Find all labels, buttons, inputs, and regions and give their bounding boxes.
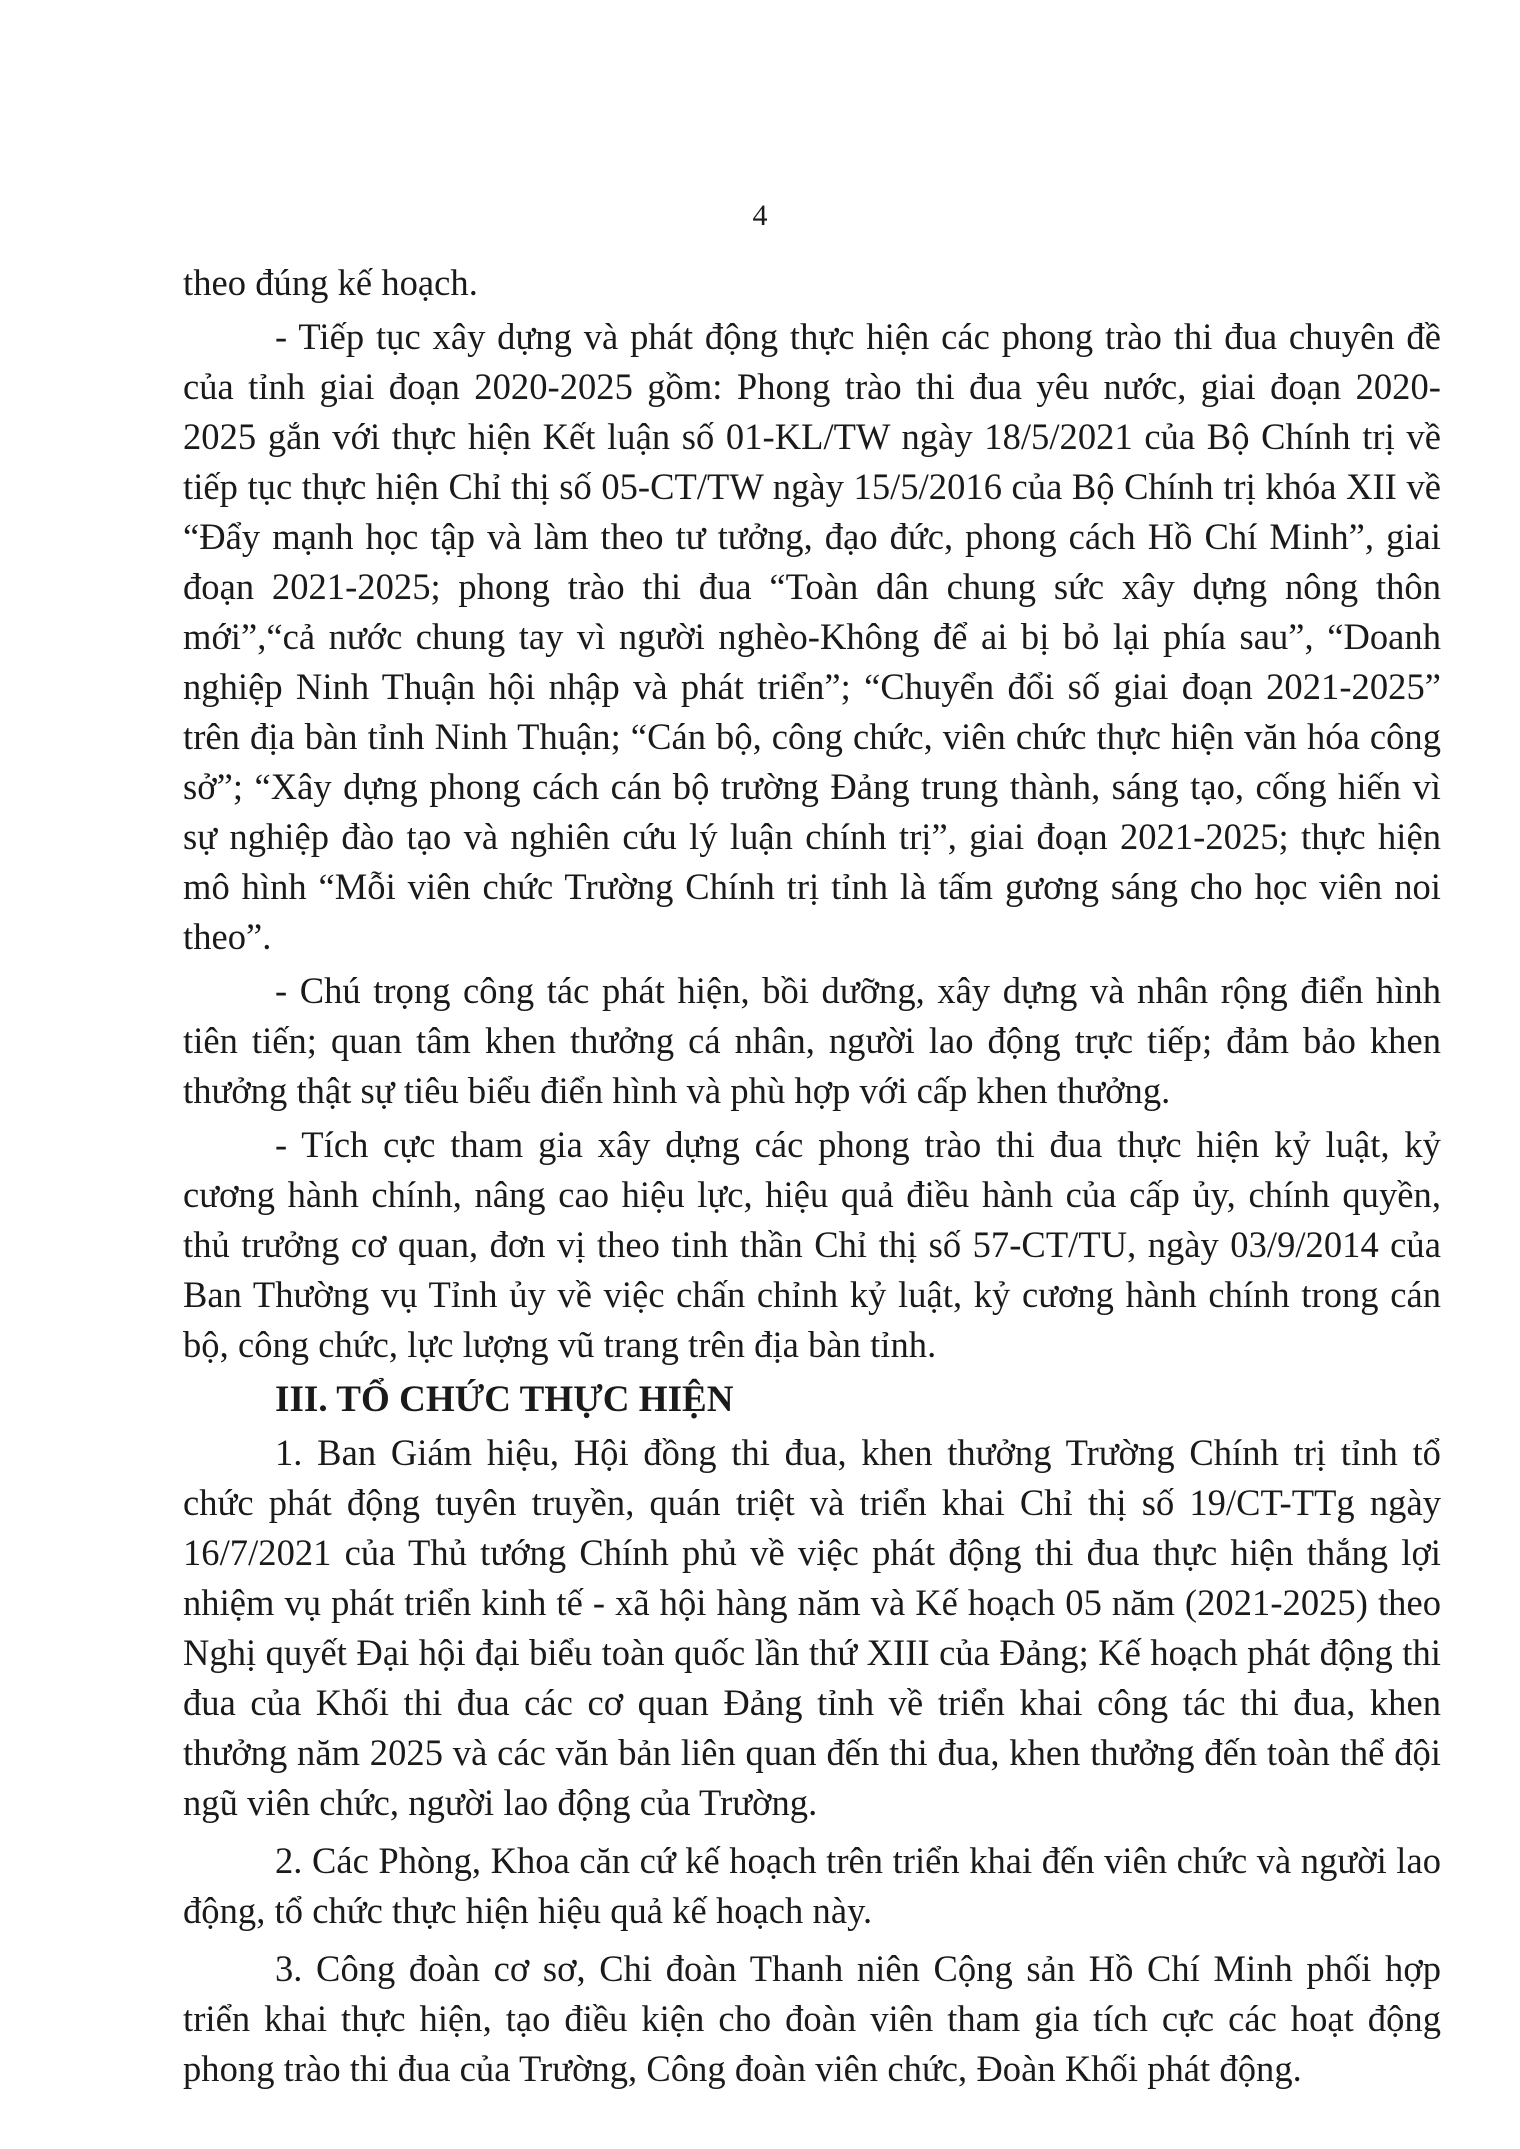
paragraph-emulation-movements: - Tiếp tục xây dựng và phát động thực hiện các phong trào thi đua chuyên đề của tỉnh giai đoạn 2020-2025 gồm: Phong trào thi đua yêu nước, giai đoạn 2020-2025 gắn với thực hiện Kết luận số 01-KL/TW ngày 18/5/2021 của Bộ Chính trị về tiếp tục thực hiện Chỉ thị số 05-CT/TW ngày 15/5/2016 của Bộ Chính trị khóa XII về “Đẩy mạnh học tập và làm theo tư tưởng, đạo đức, phong cách Hồ Chí Minh”, giai đoạn 2021-2025; phong trào thi đua “Toàn dân chung sức xây dựng nông thôn mới”,“cả nước chung tay vì người nghèo-Không để ai bị bỏ lại phía sau”, “Doanh nghiệp Ninh Thuận hội nhập và phát triển”; “Chuyển đổi số giai đoạn 2021-2025” trên địa bàn tỉnh Ninh Thuận; “Cán bộ, công chức, viên chức thực hiện văn hóa công sở”; “Xây dựng phong cách cán bộ trường Đảng trung thành, sáng tạo, cống hiến vì sự nghiệp đào tạo và nghiên cứu lý luận chính trị”, giai đoạn 2021-2025; thực hiện mô hình “Mỗi viên chức Trường Chính trị tỉnh là tấm gương sáng cho học viên noi theo”. [183,316,1441,957]
paragraph-discipline: - Tích cực tham gia xây dựng các phong trào thi đua thực hiện kỷ luật, kỷ cương hành chính, nâng cao hiệu lực, hiệu quả điều hành của cấp ủy, chính quyền, thủ trưởng cơ quan, đơn vị theo tinh thần Chỉ thị số 57-CT/TU, ngày 03/9/2014 của Ban Thường vụ Tỉnh ủy về việc chấn chỉnh kỷ luật, kỷ cương hành chính trong cán bộ, công chức, lực lượng vũ trang trên địa bàn tỉnh. [183,1124,1441,1365]
section-heading-implementation: III. TỔ CHỨC THỰC HIỆN [275,1379,734,1420]
paragraph-item-3: 3. Công đoàn cơ sơ, Chi đoàn Thanh niên Cộng sản Hồ Chí Minh phối hợp triển khai thực hiện, tạo điều kiện cho đoàn viên tham gia tích cực các hoạt động phong trào thi đua của Trường, Công đoàn viên chức, Đoàn Khối phát động. [183,1948,1441,2089]
paragraph-continuation: theo đúng kế hoạch. [183,262,478,303]
paragraph-item-2: 2. Các Phòng, Khoa căn cứ kế hoạch trên triển khai đến viên chức và người lao động, tổ chức thực hiện hiệu quả kế hoạch này. [183,1840,1441,1931]
paragraph-commendation: - Chú trọng công tác phát hiện, bồi dưỡng, xây dựng và nhân rộng điển hình tiên tiến; quan tâm khen thưởng cá nhân, người lao động trực tiếp; đảm bảo khen thưởng thật sự tiêu biểu điển hình và phù hợp với cấp khen thưởng. [183,970,1441,1111]
document-body [183,258,1441,2098]
paragraph-item-1: 1. Ban Giám hiệu, Hội đồng thi đua, khen thưởng Trường Chính trị tỉnh tổ chức phát động tuyên truyền, quán triệt và triển khai Chỉ thị số 19/CT-TTg ngày 16/7/2021 của Thủ tướng Chính phủ về việc phát động thi đua thực hiện thắng lợi nhiệm vụ phát triển kinh tế - xã hội hàng năm và Kế hoạch 05 năm (2021-2025) theo Nghị quyết Đại hội đại biểu toàn quốc lần thứ XIII của Đảng; Kế hoạch phát động thi đua của Khối thi đua các cơ quan Đảng tỉnh về triển khai công tác thi đua, khen thưởng năm 2025 và các văn bản liên quan đến thi đua, khen thưởng đến toàn thể đội ngũ viên chức, người lao động của Trường. [183,1432,1441,1823]
page-number: 4 [752,199,768,232]
